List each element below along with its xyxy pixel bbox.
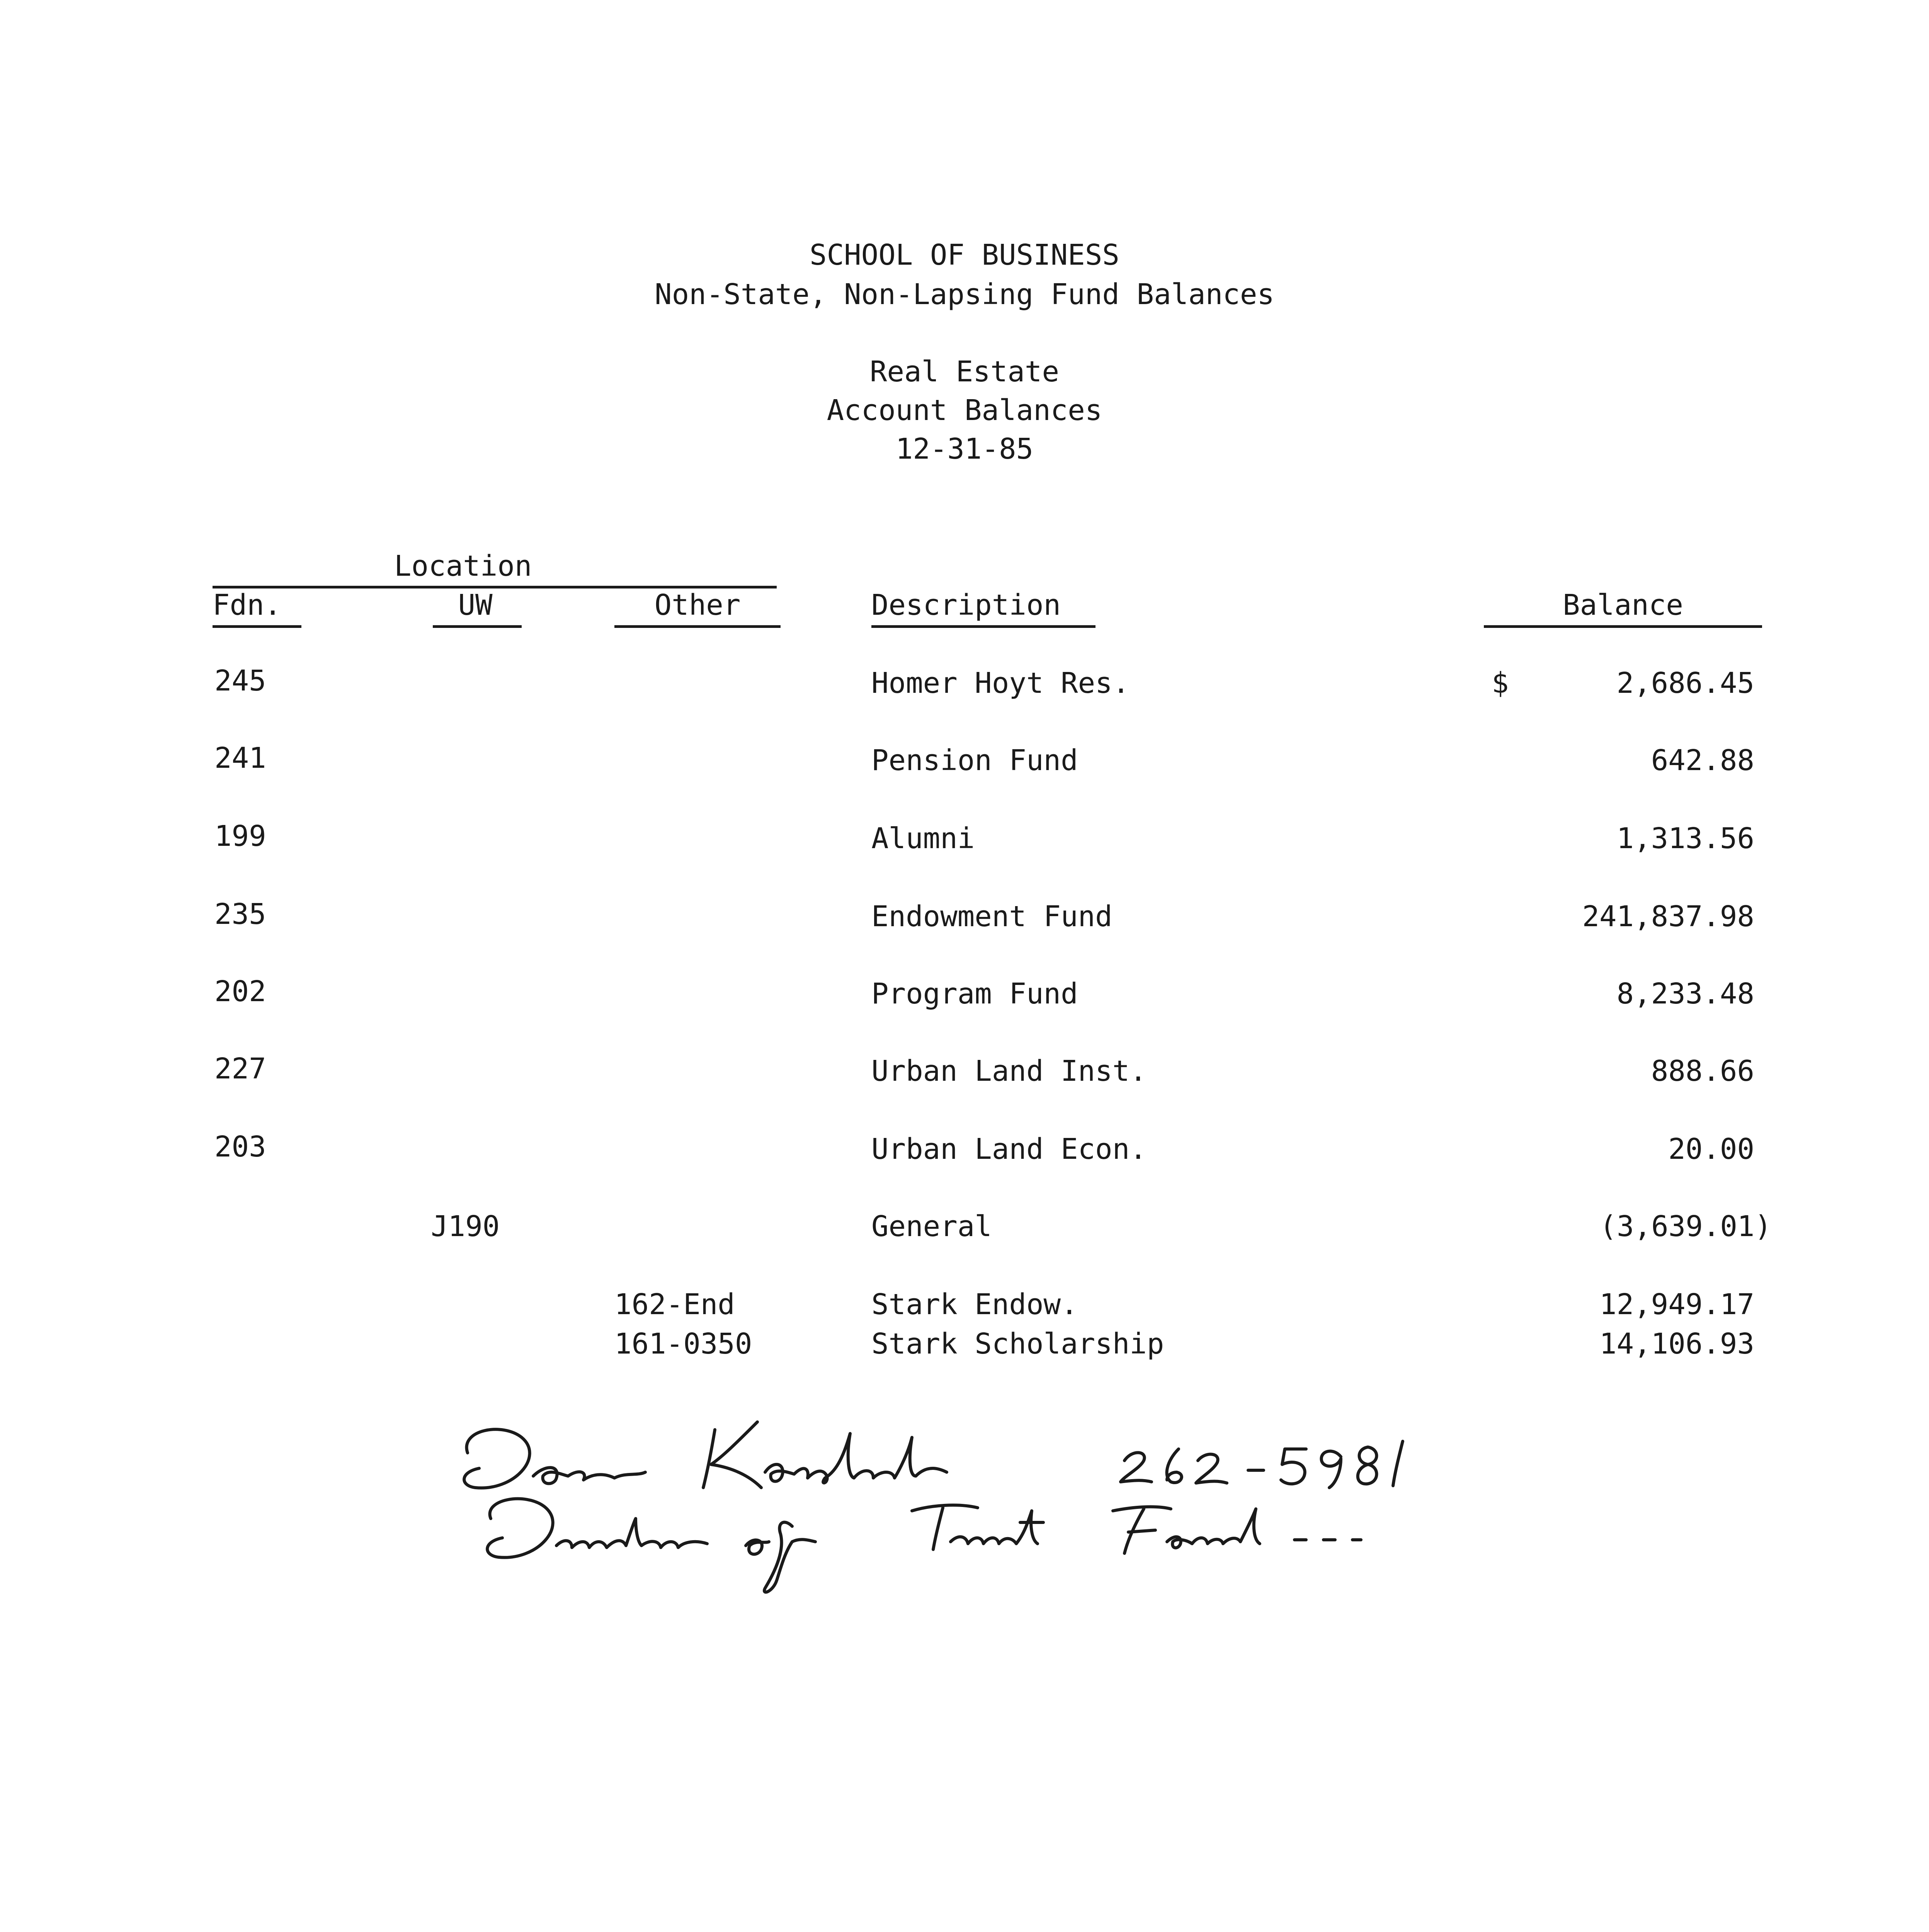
other-heading: Other [654, 588, 741, 622]
handwritten-signature-note [444, 1406, 1526, 1607]
balance-cell: 888.66 [1651, 1054, 1754, 1088]
balance-cell: 1,313.56 [1616, 822, 1754, 855]
uw-heading: UW [458, 588, 493, 622]
description-cell: Homer Hoyt Res. [871, 667, 1130, 700]
description-cell: Stark Scholarship [871, 1327, 1164, 1361]
report-date: 12-31-85 [895, 432, 1034, 466]
fdn-cell: 245 [214, 664, 266, 697]
section-subtitle: Account Balances [827, 394, 1102, 427]
description-cell: Urban Land Econ. [871, 1133, 1147, 1166]
balance-cell: 8,233.48 [1616, 977, 1754, 1010]
description-cell: General [871, 1210, 992, 1243]
balance-cell: (3,639.01) [1599, 1210, 1772, 1243]
description-rule [871, 625, 1095, 628]
description-cell: Urban Land Inst. [871, 1054, 1147, 1088]
description-cell: Pension Fund [871, 744, 1078, 777]
fdn-cell: 241 [214, 742, 266, 775]
currency-symbol: $ [1492, 667, 1509, 700]
balance-cell: 642.88 [1651, 744, 1754, 777]
description-cell: Endowment Fund [871, 900, 1112, 933]
fdn-cell: 227 [214, 1052, 266, 1085]
fdn-heading: Fdn. [213, 588, 282, 622]
balance-heading: Balance [1563, 588, 1683, 622]
fdn-cell: 203 [214, 1130, 266, 1163]
balance-cell: 12,949.17 [1599, 1288, 1754, 1321]
balance-cell: 2,686.45 [1616, 667, 1754, 700]
other-cell: 161-0350 [614, 1327, 752, 1361]
description-cell: Alumni [871, 822, 975, 855]
fdn-rule [213, 625, 301, 628]
other-rule [614, 625, 781, 628]
balance-cell: 20.00 [1668, 1133, 1754, 1166]
balance-cell: 14,106.93 [1599, 1327, 1754, 1361]
document-subtitle: Non-State, Non-Lapsing Fund Balances [655, 278, 1274, 311]
handwriting-drawing [444, 1406, 1526, 1607]
document-title: SCHOOL OF BUSINESS [810, 238, 1119, 272]
description-cell: Program Fund [871, 977, 1078, 1010]
other-cell: 162-End [614, 1288, 735, 1321]
balance-cell: 241,837.98 [1582, 900, 1754, 933]
uw-rule [433, 625, 522, 628]
uw-cell: J190 [431, 1210, 500, 1243]
description-heading: Description [871, 588, 1061, 622]
fdn-cell: 235 [214, 898, 266, 931]
section-title: Real Estate [869, 355, 1060, 388]
description-cell: Stark Endow. [871, 1288, 1078, 1321]
fdn-cell: 199 [214, 820, 266, 853]
fdn-cell: 202 [214, 975, 266, 1008]
balance-rule [1484, 625, 1762, 628]
location-heading: Location [394, 549, 532, 583]
